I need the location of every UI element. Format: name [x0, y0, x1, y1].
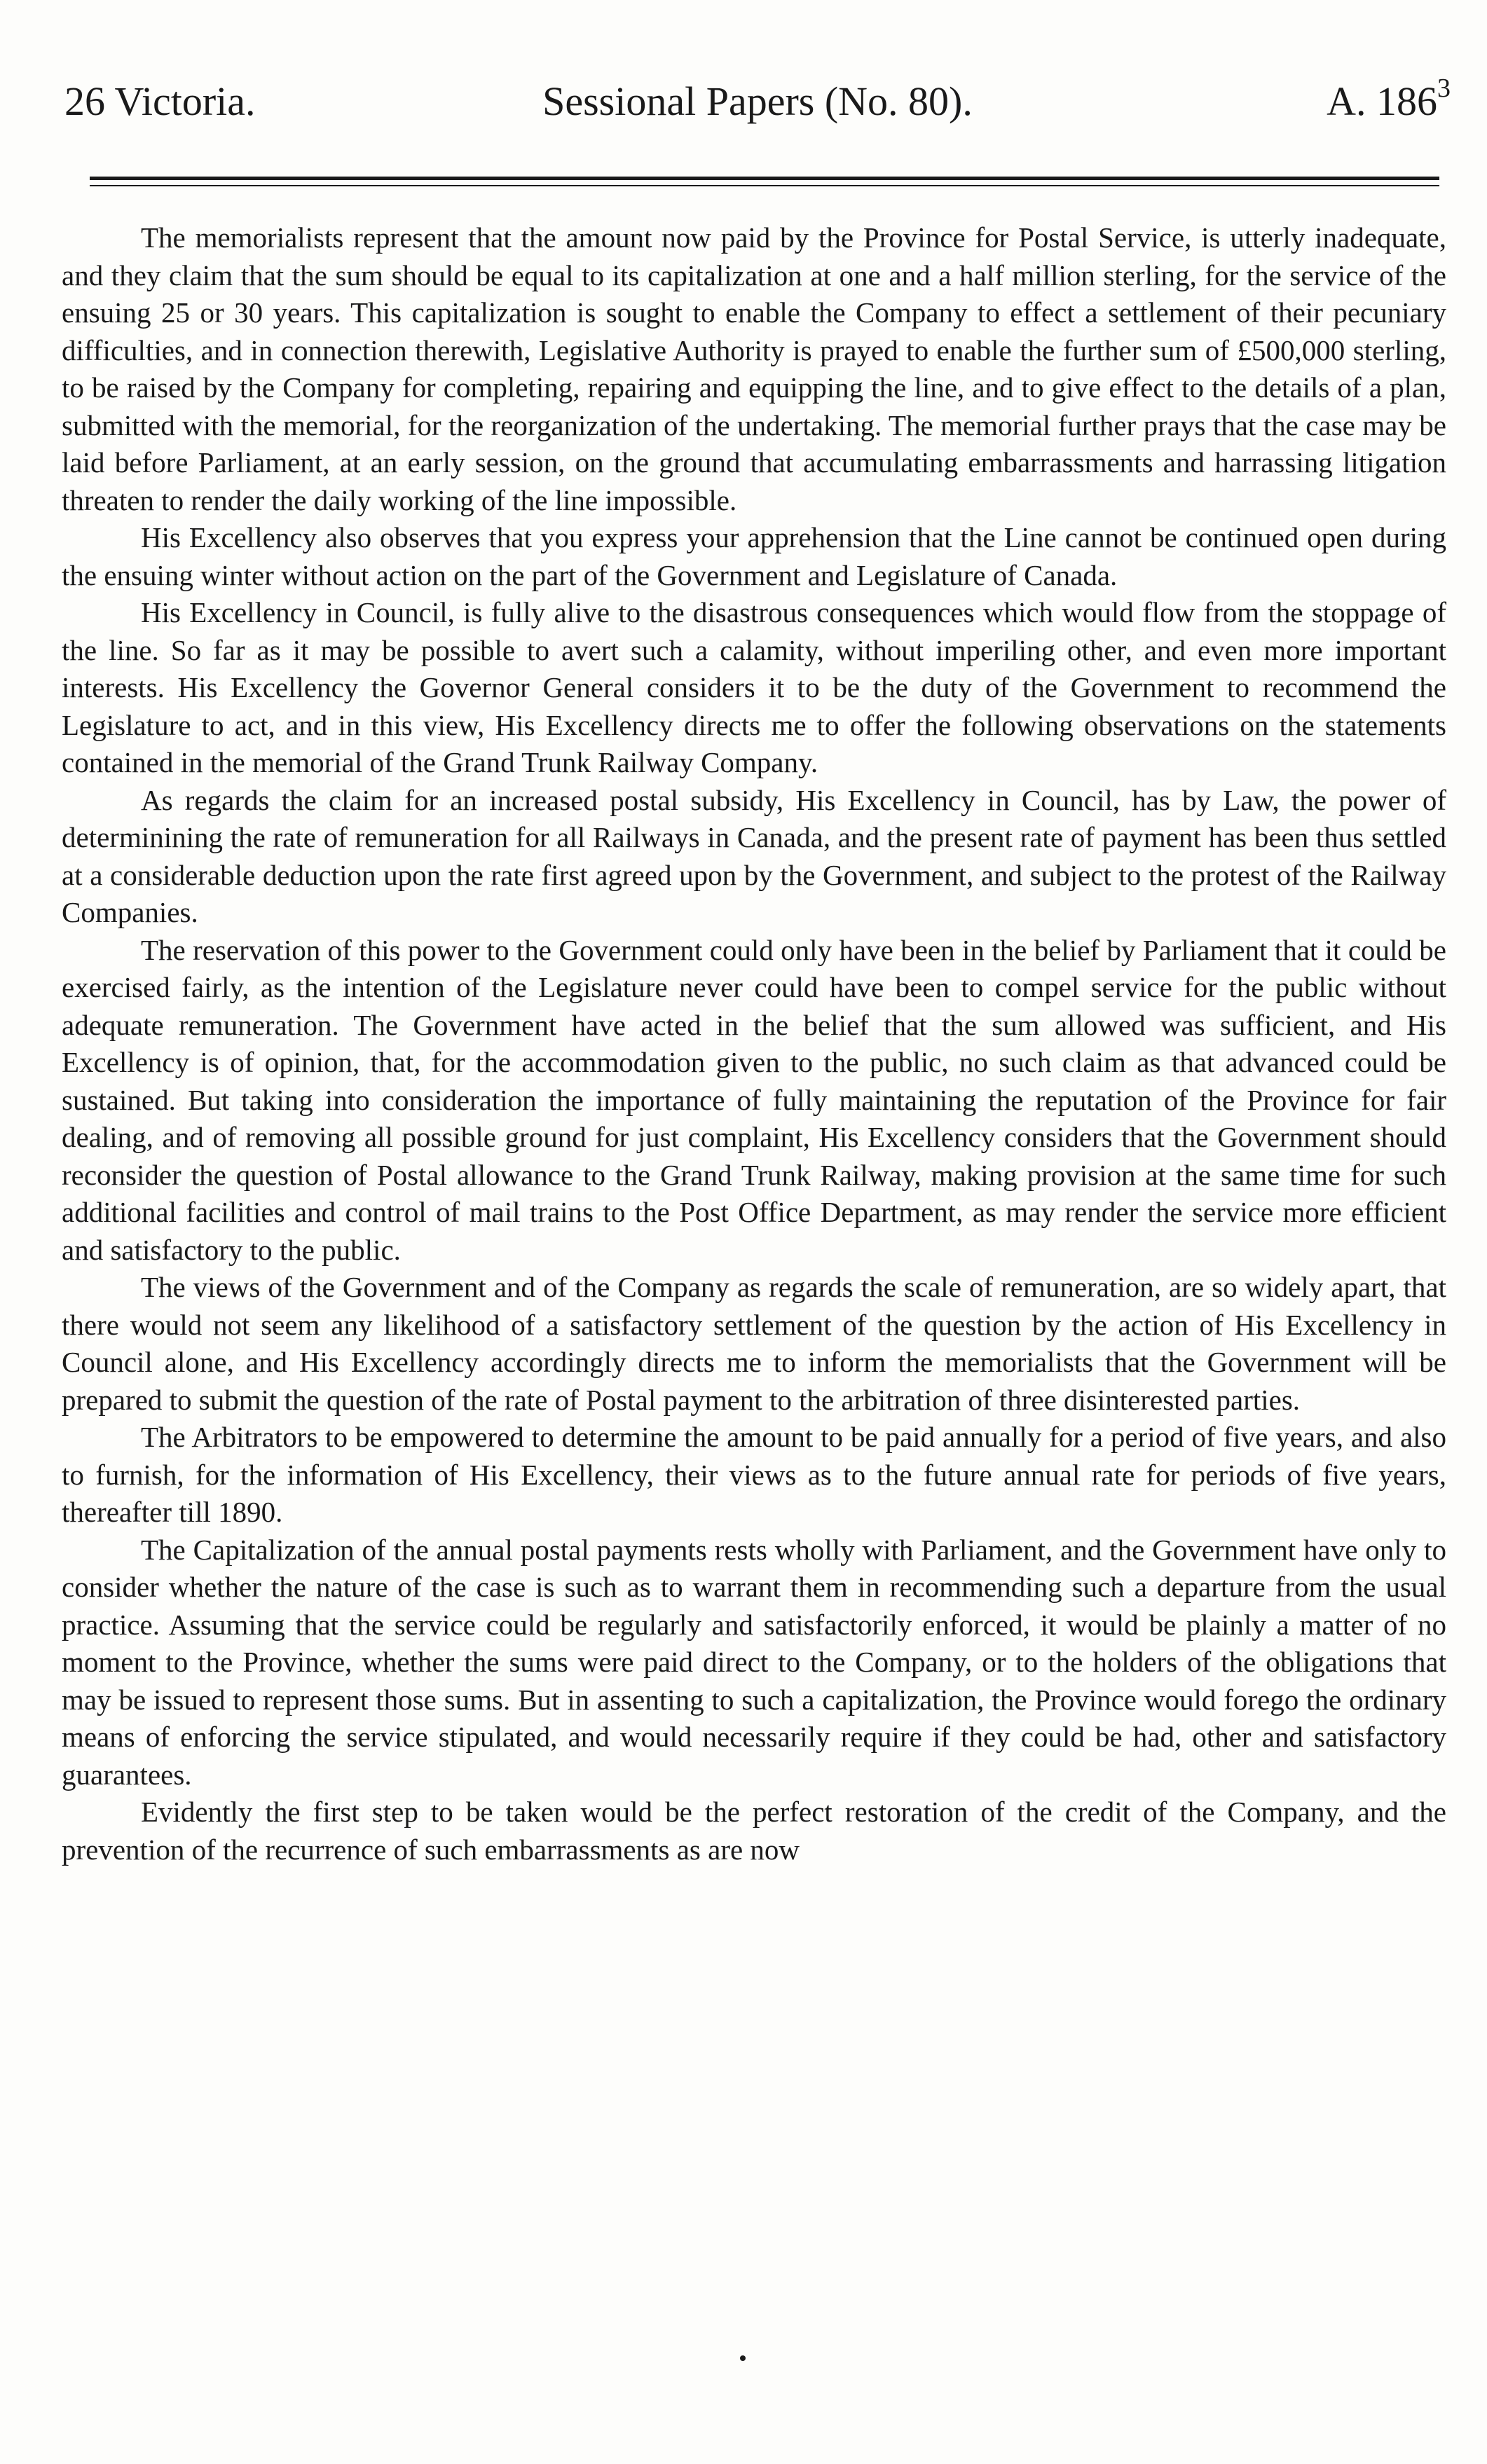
header-title: Sessional Papers (No. 80). [542, 78, 973, 124]
paragraph-postal-subsidy: As regards the claim for an increased postal subsidy, His Excellency in Council, has by Law, the power of determinining the rate of remuneration for all Railways in Canada, and the present rate of payment has been thus settled at a considerable deduction upon the rate first agreed upon by the Government, and subject to the protest of the Railway Companies. [62, 783, 1446, 928]
header-rule-thin [90, 185, 1439, 186]
header-year [1327, 74, 1451, 126]
paragraph-apprehension: His Excellency also observes that you express your apprehension that the Line cannot be continued open during the ensuing winter without action on the part of the Government and Legislature of Canada. [62, 521, 1446, 591]
body-text [62, 219, 1446, 1868]
header-rule-thick [90, 177, 1439, 180]
paragraph-memorialists: The memorialists represent that the amount now paid by the Province for Postal Service, is utterly inadequate, and they claim that the sum should be equal to its capitalization at one and a half million sterling, for the service of the ensuing 25 or 30 years. This capitalization is sought to enable the Company to effect a settlement of their pecuniary difficulties, and in connection therewith, Legislative Authority is prayed to enable the further sum of £500,000 sterling, to be raised by the Company for completing, repairing and equipping the line, and to give effect to the details of a plan, submitted with the memorial, for the reorganization of the undertaking. The memorial further prays that the case may be laid before Parliament, at an early session, on the ground that accumulating embarrassments and harrassing litigation threaten to render the daily working of the line impossible. [62, 221, 1446, 516]
paragraph-arbitrators: The Arbitrators to be empowered to determine the amount to be paid annually for a period of five years, and also to furnish, for the information of His Excellency, their views as to the future annual rate for periods of five years, thereafter till 1890. [62, 1421, 1446, 1528]
paragraph-reservation: The reservation of this power to the Government could only have been in the belief by Parliament that it could be exercised fairly, as the intention of the Legislature never could have been to compel service for the public without adequate remuneration. The Government have acted in the belief that the sum allowed was sufficient, and His Excellency is of opinion, that, for the accommodation given to the public, no such claim as that advanced could be sustained. But taking into consideration the importance of fully maintaining the reputation of the Province for fair dealing, and of removing all possible ground for just complaint, His Excellency considers that the Government should reconsider the question of Postal allowance to the Grand Trunk Railway, making provision at the same time for such additional facilities and control of mail trains to the Post Office Department, as may render the service more efficient and satisfactory to the public. [62, 933, 1446, 1266]
running-head [64, 74, 1451, 126]
header-year-sup: 3 [1437, 74, 1451, 103]
header-year-main: A. 186 [1327, 78, 1437, 124]
paragraph-first-step: Evidently the first step to be taken would be the perfect restoration of the credit of the Company, and the prevention of the recurrence of such embarrassments as are now [62, 1796, 1446, 1866]
paragraph-views: The views of the Government and of the Company as regards the scale of remuneration, are so widely apart, that there would not seem any likelihood of a satisfactory settlement of the question by the action of His Excellency in Council alone, and His Excellency accordingly directs me to inform the memorialists that the Government will be prepared to submit the question of the rate of Postal payment to the arbitration of three disinterested parties. [62, 1271, 1446, 1416]
header-session: 26 Victoria. [64, 78, 256, 124]
paragraph-capitalization: The Capitalization of the annual postal payments rests wholly with Parliament, and the Government have only to consider whether the nature of the case is such as to warrant them in recommending such a departure from the usual practice. Assuming that the service could be regularly and satisfactorily enforced, it would be plainly a matter of no moment to the Province, whether the sums were paid direct to the Company, or to the holders of the obligations that may be issued to represent those sums. But in assenting to such a capitalization, the Province would forego the ordinary means of enforcing the service stipulated, and would necessarily require if they could be had, other and satisfactory guarantees. [62, 1533, 1446, 1791]
folio-dot [740, 2355, 746, 2361]
paragraph-consequences: His Excellency in Council, is fully alive to the disastrous consequences which would flow from the stoppage of the line. So far as it may be possible to avert such a calamity, without imperiling other, and even more important interests. His Excellency the Governor General considers it to be the duty of the Government to recommend the Legislature to act, and in this view, His Excellency directs me to offer the following observations on the statements contained in the memorial of the Grand Trunk Railway Company. [62, 596, 1446, 778]
